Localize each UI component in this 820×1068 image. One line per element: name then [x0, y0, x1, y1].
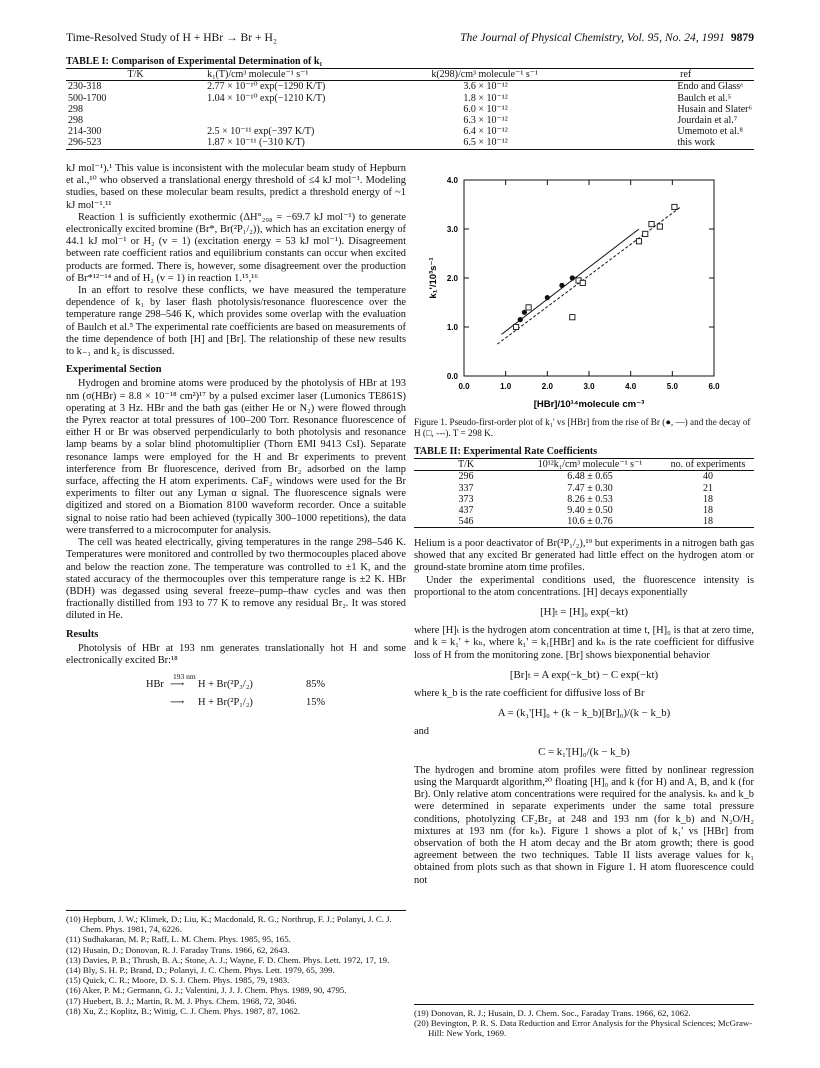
table-cell: 500-1700 — [68, 92, 107, 104]
equation: [Br]ₜ = A exp(−k_bt) − C exp(−kt) — [509, 668, 659, 681]
table-cell — [205, 104, 429, 115]
table-cell: 214-300 — [68, 126, 102, 138]
table-cell: 2.5 × 10⁻¹¹ exp(−397 K/T) — [207, 126, 315, 138]
y-axis-label: k₁'/10³s⁻¹ — [428, 257, 439, 299]
paragraph: where k_b is the rate coefficient for diffusive loss of Br — [414, 688, 645, 700]
table-cell: 21 — [703, 482, 713, 494]
table-cell: 373 — [458, 493, 474, 505]
equation: [H]ₜ = [H]₀ exp(−kt) — [540, 606, 628, 619]
h-data-point — [513, 324, 518, 329]
br-data-point — [522, 310, 527, 315]
table-cell: Endo and Glassᵃ — [677, 81, 743, 93]
reference: (19) Donovan, R. J.; Husain, D. J. Chem. Soc., Faraday Trans. 1966, 62, 1062. — [414, 1008, 691, 1018]
table-row — [66, 126, 754, 137]
page-number: 9879 — [730, 31, 754, 44]
x-axis-label: [HBr]/10¹⁴molecule cm⁻³ — [533, 399, 645, 410]
scheme-percent-2: 15% — [306, 697, 326, 709]
table-2-body — [414, 471, 754, 528]
scheme-arrow-icon: ⟶ — [170, 679, 185, 691]
table-cell: 1.04 × 10⁻¹⁰ exp(−1210 K/T) — [207, 92, 326, 104]
h-data-point — [526, 305, 531, 310]
reference: (12) Husain, D.; Donovan, R. J. Faraday Trans. 1966, 62, 2643. — [66, 944, 290, 955]
h-data-point — [570, 315, 575, 320]
figure-1-caption: Figure 1. Pseudo-first-order plot of k₁' vs [HBr] from the rise of Br (●, —) and the decay of H (□, ---). T = 298 K. — [414, 417, 751, 438]
y-tick-label: 3.0 — [446, 225, 458, 234]
table-1-bottom-rule — [66, 149, 754, 150]
paragraph: Under the experimental conditions used, the fluorescence intensity is proportional to the atom concentrations. [H] decays exponentially — [414, 574, 754, 598]
table-2-header: 10¹²k₁/cm³ molecule⁻¹ s⁻¹ — [537, 459, 643, 471]
h-data-point — [657, 224, 662, 229]
h-data-point — [643, 231, 648, 236]
table-cell: Umemoto et al.⁸ — [677, 126, 743, 138]
table-cell: 296 — [458, 471, 474, 483]
scheme-reactant: HBr — [146, 679, 164, 691]
x-tick-label: 3.0 — [583, 382, 595, 391]
table-2-header: no. of experiments — [670, 459, 746, 471]
scheme-percent-1: 85% — [306, 679, 326, 691]
right-column — [414, 538, 754, 887]
table-cell: 3.6 × 10⁻¹² — [463, 81, 508, 93]
table-row — [66, 81, 754, 93]
reference: (17) Huebert, B. J.; Martin, R. M. J. Phys. Chem. 1968, 72, 3046. — [66, 995, 297, 1006]
table-row — [66, 115, 754, 126]
table-row — [414, 471, 754, 483]
reference: (11) Sudhakaran, M. P.; Raff, L. M. Chem. Phys. 1985, 95, 165. — [66, 934, 291, 945]
reference: (15) Quick, C. R.; Moore, D. S. J. Chem. Phys. 1985, 79, 1983. — [66, 975, 290, 986]
table-cell: 9.40 ± 0.50 — [567, 505, 613, 517]
table-cell: 6.0 × 10⁻¹² — [463, 103, 508, 115]
br-data-point — [570, 275, 575, 280]
section-heading: Experimental Section — [66, 364, 162, 376]
left-footnotes — [66, 910, 406, 1016]
running-header-left: Time-Resolved Study of H + HBr → Br + H₂ — [66, 31, 277, 44]
table-cell: 546 — [458, 516, 474, 528]
section-heading: Results — [66, 628, 99, 640]
equation: C = k₁'[H]₀/(k − k_b) — [538, 745, 630, 758]
reference: (13) Davies, P. B.; Thrush, B. A.; Stone, A. J.; Wayne, F. D. Chem. Phys. Lett. 1972, 17, 19. — [66, 954, 390, 965]
table-2 — [414, 446, 754, 528]
h-data-point — [672, 204, 677, 209]
table-cell: 1.87 × 10⁻¹¹ (−310 K/T) — [207, 137, 305, 149]
table-1-header: k(298)/cm³ molecule⁻¹ s⁻¹ — [431, 69, 539, 81]
table-row — [66, 93, 754, 104]
table-2-bottom-rule — [414, 527, 754, 528]
table-cell: 7.47 ± 0.30 — [567, 482, 613, 494]
paragraph: Reaction 1 is sufficiently exothermic (ΔH°₂₉₈ = −69.7 kJ mol⁻¹) to generate electronically excited bromine (Br*, Br(²P₁/₂)), which has an excitation energy of 44.1 kJ mol⁻¹ or H₂ (v = 1) (excitation energy = 53 kJ mol⁻¹). Disagreement between rate coefficient ratios and equilibrium constants can occur when excited products are formed. There is, however, some disagreement over the production of Br*¹²⁻¹⁴ and of H₂ (v = 1) in reaction 1.¹⁵,¹⁶ — [66, 211, 406, 284]
paragraph: Helium is a poor deactivator of Br(²P₁/₂),¹⁹ but experiments in a nitrogen bath gas showed that any excited Br generated had little effect on the hydrogen atom or ground-state bromine atom time profiles. — [414, 538, 754, 574]
reference: (10) Hepburn, J. W.; Klimek, D.; Liu, K.; Macdonald, R. G.; Northrup, F. J.; Polanyi, J. C. J. Chem. Phys. 1981, 74, 6226. — [66, 914, 392, 935]
paragraph: and — [414, 726, 430, 738]
table-1-header: k₁(T)/cm³ molecule⁻¹ s⁻¹ — [207, 69, 309, 81]
br-data-point — [545, 295, 550, 300]
scheme-arrow-label: 193 nm — [173, 672, 196, 682]
paragraph: The cell was heated electrically, giving temperatures in the range 298–546 K. Temperatures were monitored and controlled by two thermocouples placed above and below the reaction zone. The temperature was controlled to ±1 K, and the stated accuracy of the thermocouples over this temperature range is ±2 K. HBr (BDH) was degassed using several freeze–pump–thaw cycles and was then fractionally distilled from 193 to 77 K to remove any residual Br₂. It was stored diluted in He. — [66, 537, 406, 622]
paragraph: where [H]ₜ is the hydrogen atom concentration at time t, [H]₀ is that at zero time, and k = k₁' + kₕ, where k₁' = k₁[HBr] and kₕ is the rate coefficient for diffusive loss of H from the monitoring zone. [Br] shows biexponential behavior — [414, 625, 754, 661]
table-row — [414, 505, 754, 516]
table-cell: Husain and Slater⁶ — [677, 103, 752, 115]
table-1-header-row — [66, 69, 754, 81]
figure-1-plot — [412, 170, 757, 414]
table-2-caption: TABLE II: Experimental Rate Coefficients — [414, 446, 598, 457]
y-tick-label: 0.0 — [446, 372, 458, 381]
table-cell: 40 — [703, 471, 713, 483]
h-data-point — [649, 222, 654, 227]
table-cell: 296-523 — [68, 137, 102, 149]
table-1-header: ref — [680, 69, 692, 81]
x-tick-label: 6.0 — [708, 382, 720, 391]
equation: A = (k₁'[H]₀ + (k − k_b)[Br]₀)/(k − k_b) — [497, 707, 671, 720]
h-data-point — [636, 239, 641, 244]
table-cell: Jourdain et al.⁷ — [677, 115, 738, 127]
table-1-caption: TABLE I: Comparison of Experimental Determination of k₁ — [66, 56, 323, 67]
paragraph: Photolysis of HBr at 193 nm generates translationally hot H and some electronically excited Br:¹⁸ — [66, 642, 406, 666]
paragraph: In an effort to resolve these conflicts, we have measured the temperature dependence of k₁ by laser flash photolysis/resonance fluorescence over the temperature range 298–546 K, which provides some overlap with the evaluation of Baulch et al.⁵ The experimental rate coefficients are based on measurements of the time dependence of both [H] and [Br]. The relationship of these new results to k₋₁ and k₂ is discussed. — [66, 285, 406, 358]
table-cell: 18 — [703, 516, 713, 528]
table-cell: 18 — [703, 505, 713, 517]
scheme-product-2: H + Br(²P₁/₂) — [198, 697, 253, 709]
paragraph: The hydrogen and bromine atom profiles were fitted by nonlinear regression using the Marquardt algorithm,²⁰ floating [H]₀ and k (for H) and A, B, and k (for Br). Only relative atom concentrations were required for the analysis. kₕ and k_b were determined in separate experiments under the same total pressure conditions, photolyzing CF₂Br₂ at 248 and 193 nm (for k_b) and N₂O/H₂ mixtures at 193 nm (for kₕ). Figure 1 shows a plot of k₁' vs [HBr] from observation of both the H atom decay and the Br atom growth; there is good agreement between the two techniques. Table II lists average values for k₁ obtained from plots such as that shown in Figure 1. H atom fluorescence could not — [414, 764, 754, 886]
table-cell: 6.4 × 10⁻¹² — [463, 126, 508, 138]
x-tick-label: 2.0 — [541, 382, 553, 391]
reference: (18) Xu, Z.; Koplitz, B.; Wittig, C. J. Chem. Phys. 1987, 87, 1062. — [66, 1005, 301, 1016]
br-data-point — [518, 317, 523, 322]
table-cell: 2.77 × 10⁻¹⁰ exp(−1290 K/T) — [207, 81, 326, 93]
table-cell: 8.26 ± 0.53 — [567, 493, 613, 505]
y-tick-label: 2.0 — [446, 274, 458, 283]
table-cell: 6.5 × 10⁻¹² — [463, 137, 508, 149]
table-cell: 6.48 ± 0.65 — [567, 471, 613, 483]
reference: (20) Bevington, P. R. S. Data Reduction and Error Analysis for the Physical Sciences; McGraw-Hill: New York, 1969. — [414, 1018, 753, 1039]
table-2-grid — [414, 458, 754, 527]
table-row — [66, 104, 754, 115]
table-row — [414, 516, 754, 527]
photolysis-scheme — [66, 671, 406, 713]
x-tick-label: 1.0 — [500, 382, 512, 391]
table-row — [66, 137, 754, 148]
table-cell — [205, 115, 429, 126]
table-cell: Baulch et al.⁵ — [677, 92, 732, 104]
y-tick-label: 4.0 — [446, 176, 458, 185]
h-decay-fit-line — [497, 207, 680, 344]
paragraph: kJ mol⁻¹).¹ This value is inconsistent with the molecular beam study of Hepburn et al.,¹⁰ who observed a translational energy threshold of ≤4 kJ mol⁻¹. Modeling studies, based on these molecular beam results, predict a threshold energy of ~1 kJ mol⁻¹.¹¹ — [66, 163, 406, 211]
y-tick-label: 1.0 — [446, 323, 458, 332]
figure-1 — [412, 170, 757, 414]
table-2-header: T/K — [457, 459, 475, 471]
h-data-point — [580, 280, 585, 285]
left-column — [66, 163, 406, 721]
table-1-header: T/K — [127, 69, 144, 81]
table-cell: 298 — [68, 115, 83, 127]
table-1-body — [66, 81, 754, 149]
table-cell: 10.6 ± 0.76 — [567, 516, 613, 528]
table-cell: 6.3 × 10⁻¹² — [463, 115, 508, 127]
table-cell: 298 — [68, 103, 83, 115]
reference: (14) Bly, S. H. P.; Brand, D.; Polanyi, J. C. Chem. Phys. Lett. 1979, 65, 399. — [66, 965, 335, 976]
table-cell: 1.8 × 10⁻¹² — [463, 92, 508, 104]
paragraph: Hydrogen and bromine atoms were produced by the photolysis of HBr at 193 nm (σ(HBr) = 8.8 × 10⁻¹⁸ cm²)¹⁷ by a pulsed excimer laser (Lumonics TE861S) operating at 3 Hz. HBr and the bath gas (either He or N₂) were flowed through the Pyrex reactor at total pressures of 100–200 Torr. Resonance fluorescence of either H or Br was observed perpendicularly to both photolysis and resonance lamp beams by a solar blind photomultiplier (Thorn EMI 9413 CsI). Separate resonance lamps were employed for the H and Br experiments to prevent interference from Br fluorescence, derived from Br₂ adsorbed on the lamp surface, affecting the H atom experiments. CaF₂ windows were used for the Br experiments to filter out any Lyman α signal. The fluorescence signals were digitized and stored on a Biomation 8100 waveform recorder. Once a suitable signal to noise ratio had been achieved (typically 300–1000 repetitions), the data were transferred to a microcomputer for analysis. — [66, 378, 406, 536]
scheme-product-1: H + Br(²P₃/₂) — [198, 679, 253, 691]
x-tick-label: 5.0 — [666, 382, 678, 391]
table-1 — [66, 56, 754, 150]
table-row — [414, 483, 754, 494]
br-data-point — [559, 283, 564, 288]
journal-citation: The Journal of Physical Chemistry, Vol. 95, No. 24, 1991 — [460, 31, 725, 44]
right-footnotes — [414, 1004, 754, 1039]
table-cell: 437 — [458, 505, 474, 517]
table-cell: 337 — [458, 482, 474, 494]
scheme-arrow-icon: ⟶ — [170, 697, 185, 709]
reference: (16) Aker, P. M.; Germann, G. J.; Valentini, J. J. J. Chem. Phys. 1989, 90, 4795. — [66, 985, 347, 996]
table-1-grid — [66, 68, 754, 148]
table-row — [414, 494, 754, 505]
x-tick-label: 4.0 — [625, 382, 637, 391]
table-cell: this work — [677, 137, 715, 149]
table-2-header-row — [414, 459, 754, 471]
table-cell: 230-318 — [68, 81, 102, 93]
x-tick-label: 0.0 — [458, 382, 470, 391]
table-cell: 18 — [703, 493, 713, 505]
running-header-right — [460, 32, 754, 44]
